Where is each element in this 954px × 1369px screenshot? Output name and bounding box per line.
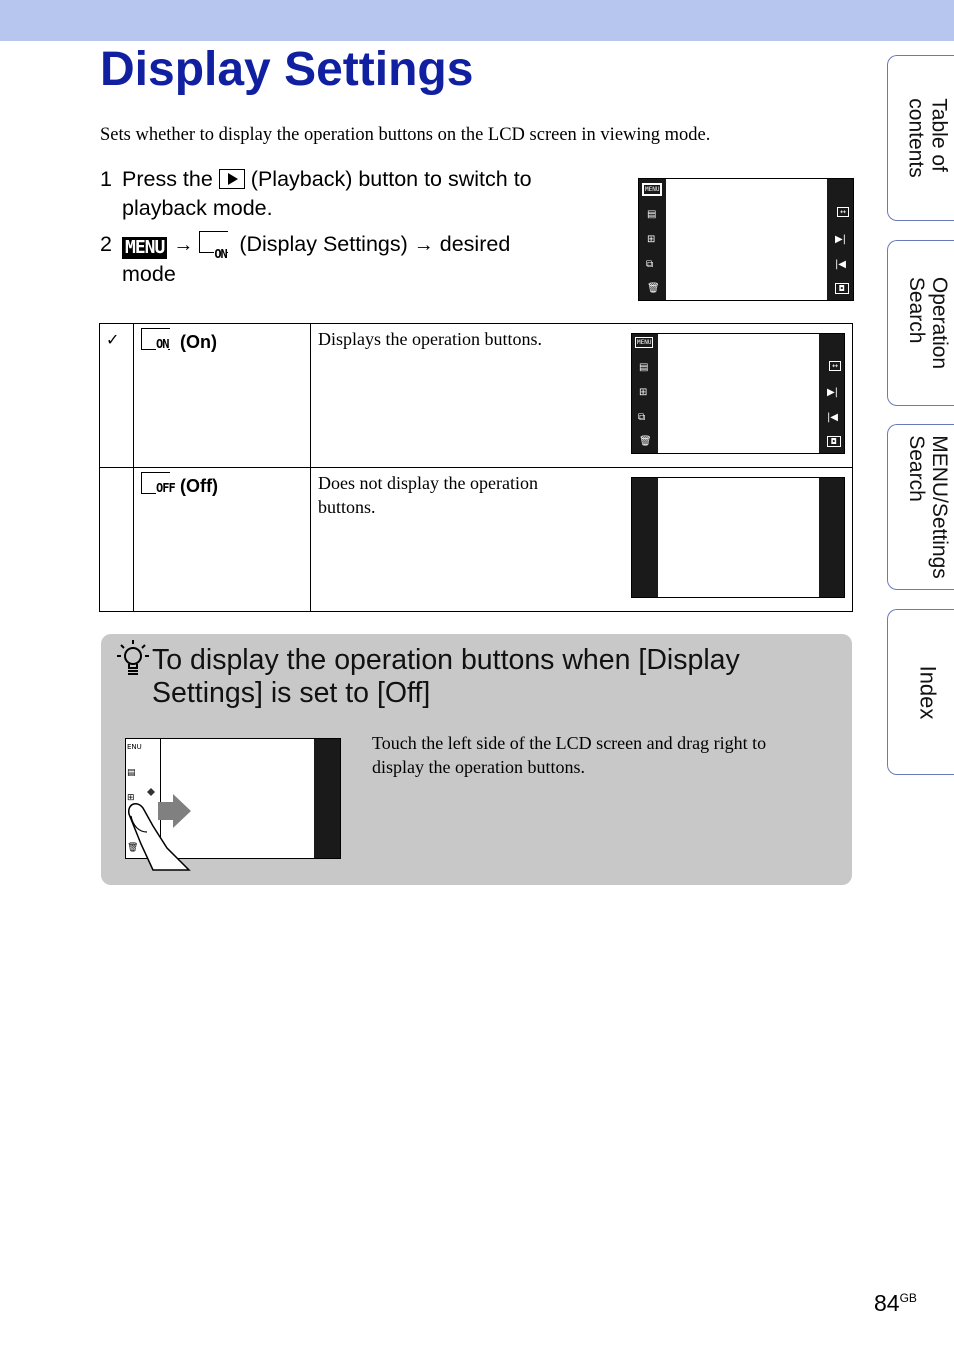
menu-icon: ENU xyxy=(127,743,142,751)
menu-icon: MENU xyxy=(122,237,167,259)
tab-label: contents xyxy=(904,98,928,178)
prev-icon: |◀ xyxy=(826,412,838,423)
arrow-icon: → xyxy=(413,234,434,256)
display-settings-icon: ▤ xyxy=(639,362,649,373)
trash-icon: 🗑 xyxy=(127,843,139,853)
tab-menu-settings-search[interactable] xyxy=(887,424,954,590)
step-text: (Display Settings) xyxy=(239,232,408,256)
lcd-preview-off xyxy=(631,477,845,598)
display-on-icon: ON xyxy=(141,328,175,354)
page-suffix: GB xyxy=(899,1291,917,1305)
menu-icon: MENU xyxy=(637,339,652,346)
arrow-icon: → xyxy=(173,234,194,256)
next-icon: ▶| xyxy=(834,234,846,245)
step-text: mode xyxy=(122,262,176,286)
tab-label: Search xyxy=(905,276,929,344)
trash-icon: 🗑 xyxy=(639,436,652,447)
lcd-preview-steps xyxy=(638,178,854,301)
lightbulb-icon xyxy=(115,638,151,680)
menu-icon: MENU xyxy=(642,183,662,196)
page-title: Display Settings xyxy=(100,43,474,96)
default-check-icon: ✓ xyxy=(106,332,120,349)
tab-label: Search xyxy=(905,435,929,502)
option-description: Displays the operation buttons. xyxy=(318,329,542,349)
tab-table-of-contents[interactable] xyxy=(887,55,954,221)
tab-label: Table of xyxy=(927,98,951,172)
tab-label: Index xyxy=(915,665,941,719)
zoom-icon: ↔ xyxy=(829,361,841,371)
option-description: Does not display the operation buttons. xyxy=(318,473,538,517)
trash-icon: 🗑 xyxy=(647,283,660,294)
tab-label: MENU/Settings xyxy=(928,435,952,579)
step-text: desired xyxy=(439,232,511,256)
option-on xyxy=(141,328,217,354)
header-bar xyxy=(0,0,954,41)
step-text: Press the xyxy=(122,167,213,191)
option-label: (On) xyxy=(180,332,217,352)
display-settings-icon: ▤ xyxy=(647,209,657,220)
option-label: (Off) xyxy=(180,476,218,496)
index-icon: ⊞ xyxy=(127,793,135,803)
slideshow-icon: ⧉ xyxy=(646,259,654,270)
tab-index[interactable] xyxy=(887,609,954,775)
lcd-preview-on xyxy=(631,333,845,454)
step-text: playback mode. xyxy=(122,196,273,220)
display-settings-icon: ▤ xyxy=(127,768,136,778)
step-number: 1 xyxy=(100,167,112,191)
camera-icon: ◘ xyxy=(827,436,841,447)
tab-operation-search[interactable] xyxy=(887,240,954,406)
tip-box xyxy=(101,634,852,885)
display-on-icon: ON xyxy=(199,231,233,257)
options-table xyxy=(99,323,853,612)
slideshow-icon: ⧉ xyxy=(638,412,646,423)
intro-text: Sets whether to display the operation buttons on the LCD screen in viewing mode. xyxy=(100,125,711,145)
display-off-icon: OFF xyxy=(141,472,175,498)
playback-icon xyxy=(219,169,245,189)
index-icon: ⊞ xyxy=(647,234,656,245)
finger-drag-icon xyxy=(123,774,223,874)
tip-title: To display the operation buttons when [Display Settings] is set to [Off] xyxy=(152,644,740,709)
step-number: 2 xyxy=(100,232,112,256)
next-icon: ▶| xyxy=(826,387,838,398)
zoom-icon: ↔ xyxy=(837,207,849,217)
camera-icon: ◘ xyxy=(835,283,849,294)
step-text: (Playback) button to switch to xyxy=(250,167,532,191)
tab-label: Operation xyxy=(928,276,952,370)
option-off xyxy=(141,472,218,498)
page-number: $84^{GB}$ xyxy=(874,1290,917,1316)
tip-description: Touch the left side of the LCD screen and drag right to display the operation buttons. xyxy=(372,733,767,777)
prev-icon: |◀ xyxy=(834,259,846,270)
index-icon: ⊞ xyxy=(639,387,648,398)
